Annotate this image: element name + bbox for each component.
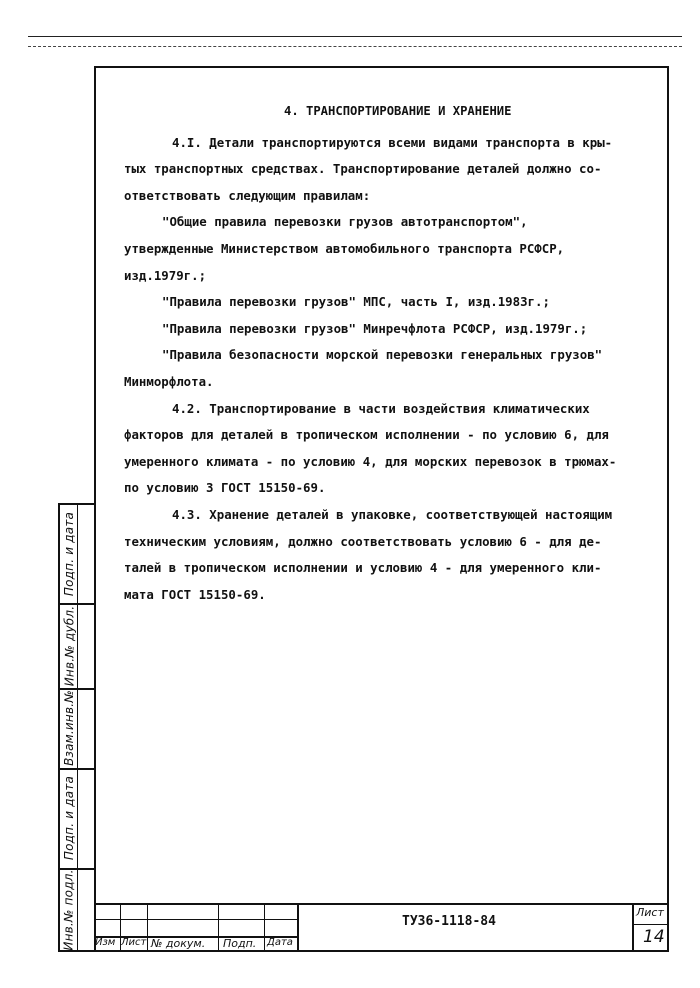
- text-line: Минморфлота.: [124, 373, 214, 389]
- rule-item: [124, 342, 644, 395]
- text-line: изд.1979г.;: [124, 267, 207, 283]
- title-block-top-line: [94, 903, 669, 905]
- text-line: тых транспортных средствах. Транспортирование деталей должно со-: [124, 161, 602, 177]
- rule-item: [124, 316, 644, 343]
- text-line: талей в тропическом исполнении и условию 4 - для умеренного кли-: [124, 560, 602, 576]
- sheet-label: Лист: [636, 906, 664, 919]
- sheet-cell-line: [633, 924, 669, 925]
- col-label-change: Изм: [95, 937, 116, 948]
- title-block-col-line: [264, 903, 265, 952]
- col-label-sheet: Лист: [121, 937, 147, 948]
- text-line: "Правила перевозки грузов" МПС, часть I, изд.1983г.;: [162, 294, 550, 310]
- text-line: техническим условиям, должно соответствовать условию 6 - для де-: [124, 533, 602, 549]
- text-line: "Правила перевозки грузов" Минречфлота РСФСР, изд.1979г.;: [162, 320, 588, 336]
- approval-sidebar: [58, 503, 94, 952]
- rule-item: [124, 289, 644, 316]
- text-line: умеренного климата - по условию 4, для морских перевозок в трюмах-: [124, 453, 617, 469]
- title-block: [94, 903, 669, 952]
- text-line: "Правила безопасности морской перевозки генеральных грузов": [162, 347, 603, 363]
- sheet-number: 14: [643, 927, 665, 947]
- paragraph-4-3: [124, 502, 644, 608]
- text-line: ответствовать следующим правилам:: [124, 187, 371, 203]
- title-block-col-line: [218, 903, 219, 952]
- col-label-signature: Подп.: [223, 937, 257, 950]
- text-line: 4.I. Детали транспортируются всеми видами транспорта в кры-: [172, 134, 613, 150]
- section-heading: 4. ТРАНСПОРТИРОВАНИЕ И ХРАНЕНИЕ: [284, 104, 512, 118]
- text-line: по условию 3 ГОСТ 15150-69.: [124, 480, 326, 496]
- col-label-date: Дата: [267, 937, 293, 948]
- paragraph-4-1: [124, 130, 644, 210]
- text-line: "Общие правила перевозки грузов автотранспортом",: [162, 214, 528, 230]
- top-dashed-rule: [28, 46, 682, 47]
- document-body: [124, 98, 644, 608]
- col-label-doc-number: № докум.: [151, 937, 206, 950]
- sidebar-cell-dup-inventory: Инв.№ дубл.: [62, 605, 76, 686]
- rule-item: [124, 209, 644, 289]
- title-block-col-line: [632, 903, 634, 952]
- top-rule: [28, 36, 682, 37]
- sidebar-cell-sign-date-1: Подп. и дата: [62, 511, 76, 597]
- text-line: утвержденные Министерством автомобильного транспорта РСФСР,: [124, 240, 565, 256]
- sidebar-cell-replace-inventory: Взам.инв.№: [62, 690, 77, 766]
- title-block-col-line: [147, 903, 148, 952]
- sidebar-cell-sign-date-2: Подп. и дата: [62, 775, 76, 861]
- title-block-row-line: [94, 919, 298, 920]
- text-line: мата ГОСТ 15150-69.: [124, 586, 266, 602]
- paragraph-4-2: [124, 396, 644, 502]
- sidebar-cell-original-inventory: Инв.№ подл.: [62, 869, 76, 951]
- text-line: 4.3. Хранение деталей в упаковке, соответствующей настоящим: [172, 506, 613, 522]
- title-block-col-line: [297, 903, 299, 952]
- text-line: факторов для деталей в тропическом исполнении - по условию 6, для: [124, 427, 609, 443]
- document-code: ТУ36-1118-84: [402, 914, 496, 929]
- text-line: 4.2. Транспортирование в части воздействия климатических: [172, 400, 590, 416]
